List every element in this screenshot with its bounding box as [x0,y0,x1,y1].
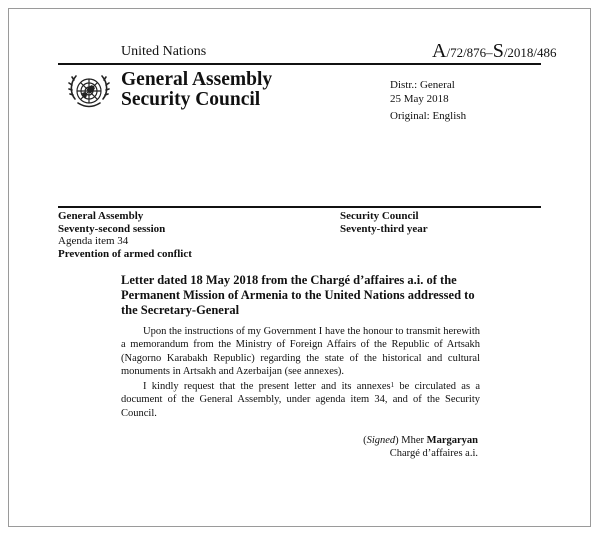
paragraph-2-start: I kindly request that the present letter and its annexes [143,381,391,392]
document-symbol [432,40,557,63]
organization-name: United Nations [121,44,207,59]
symbol-a: A [432,40,447,62]
ga-agenda-title: Prevention of armed conflict [58,247,192,260]
ga-body: General Assembly [58,210,144,222]
signature-block: (Signed) Mher Margaryan Chargé d’affaires a.i. [363,435,478,460]
paragraph-1: Upon the instructions of my Government I have the honour to transmit herewith a memorandum from the Ministry of Foreign Affairs of the Republic of Artsakh (Nagorno Karabakh Republic) regarding the state of the historical and cultural monuments in Artsakh and Azerbaijan (see annexes). [121,326,480,377]
original-language: Original: English [390,110,467,122]
letter-title: Letter dated 18 May 2018 from the Chargé d’affaires a.i. of the Permanent Mission of Armenia to the United Nations addressed to the Secretary-General [121,273,475,317]
issue-date: 25 May 2018 [390,93,449,105]
symbol-s: S [492,40,504,62]
paragraph-2-end: be circulated as a document of the General Assembly, under agenda item 34, and of the Security Council. [121,381,480,419]
symbol-s-number: /2018/486 [503,45,557,60]
distribution: Distr.: General [390,79,455,91]
ga-session: Seventy-second session [58,222,166,235]
signed-label: Signed [366,435,396,446]
signer-title: Chargé d’affaires a.i. [389,448,478,460]
general-assembly-block [58,210,192,260]
distribution-info [390,78,466,123]
footnote-mark: 1 [390,381,395,389]
sc-year: Seventy-third year [340,222,428,235]
signer-last-name: Margaryan [426,435,478,446]
section-rule [58,206,541,208]
symbol-a-number: /72/876– [446,45,493,60]
signer-first-name: Mher [401,435,425,446]
organ-title-general-assembly: General Assembly [121,69,273,90]
security-council-block [340,210,428,235]
un-emblem-icon [66,69,112,115]
ga-agenda-item: Agenda item 34 [58,235,129,247]
header-rule [58,63,541,65]
paragraph-2 [121,380,480,420]
sc-body: Security Council [340,210,419,222]
organ-title-security-council: Security Council [121,89,261,110]
